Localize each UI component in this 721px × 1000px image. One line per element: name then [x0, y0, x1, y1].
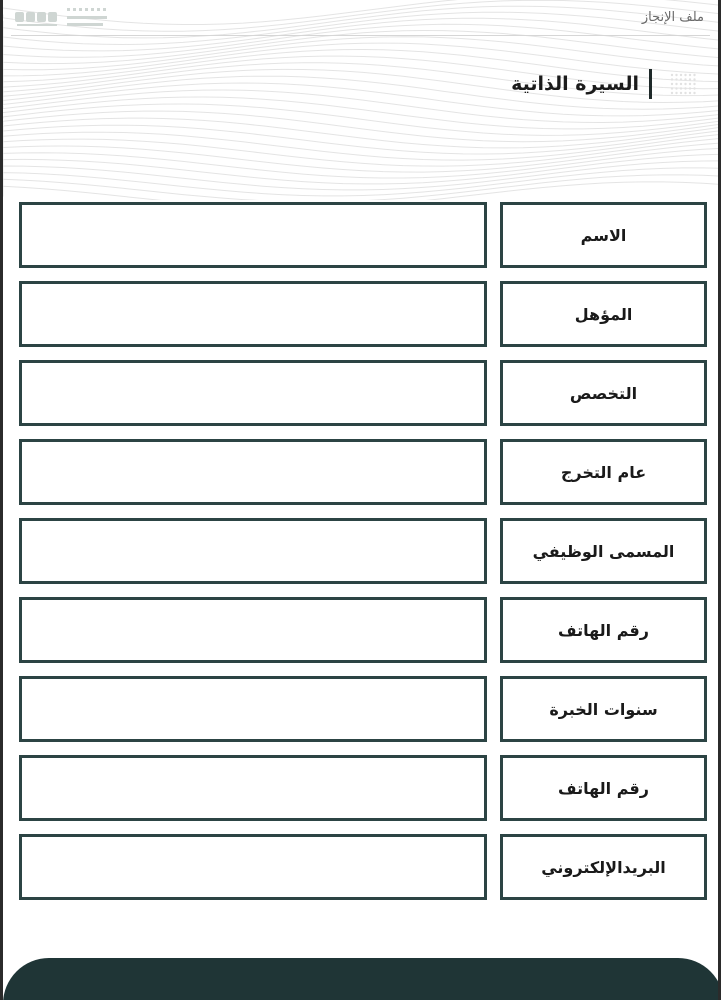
decor-dot	[675, 87, 677, 89]
title-accent-bar	[649, 69, 652, 99]
form-row-email	[19, 834, 707, 900]
decor-dot	[671, 83, 673, 85]
form-row-name	[19, 202, 707, 268]
field-label-graduation-year: عام التخرج	[500, 439, 707, 505]
wave-line	[3, 168, 721, 196]
field-value-phone-2[interactable]	[19, 755, 487, 821]
decor-dot	[680, 74, 682, 76]
field-value-phone[interactable]	[19, 597, 487, 663]
decor-dot	[693, 83, 695, 85]
field-label-phone: رقم الهاتف	[500, 597, 707, 663]
decor-dot	[693, 92, 695, 94]
form-row-graduation-year	[19, 439, 707, 505]
decor-dot	[693, 78, 695, 80]
wave-line	[3, 97, 721, 129]
form-row-specialization	[19, 360, 707, 426]
decor-dot	[675, 92, 677, 94]
form-row-phone	[19, 597, 707, 663]
footer-band	[3, 958, 721, 1000]
wave-line	[3, 182, 721, 200]
decor-dot	[671, 92, 673, 94]
field-label-job-title: المسمى الوظيفي	[500, 518, 707, 584]
decor-dot	[675, 83, 677, 85]
decor-dot	[689, 92, 691, 94]
decor-dot	[675, 78, 677, 80]
file-label: ملف الإنجاز	[641, 10, 704, 25]
decor-dot	[675, 74, 677, 76]
field-label-qualification: المؤهل	[500, 281, 707, 347]
section-heading	[511, 68, 652, 100]
field-value-experience-years[interactable]	[19, 676, 487, 742]
field-label-email: البريدالإلكتروني	[500, 834, 707, 900]
decor-dot	[680, 87, 682, 89]
field-label-experience-years: سنوات الخبرة	[500, 676, 707, 742]
wave-line	[3, 161, 721, 190]
decor-dot	[689, 74, 691, 76]
form-row-experience-years	[19, 676, 707, 742]
vision-2030-logo	[13, 4, 123, 34]
decor-dot	[680, 92, 682, 94]
decor-dot	[671, 74, 673, 76]
field-label-name: الاسم	[500, 202, 707, 268]
field-value-job-title[interactable]	[19, 518, 487, 584]
section-title: السيرة الذاتية	[511, 73, 639, 95]
decor-dot	[689, 83, 691, 85]
decor-dot	[684, 83, 686, 85]
field-value-specialization[interactable]	[19, 360, 487, 426]
dots-decoration	[669, 72, 697, 96]
decor-dot	[684, 87, 686, 89]
decor-dot	[684, 92, 686, 94]
decor-dot	[689, 87, 691, 89]
header-divider	[11, 35, 710, 36]
form-row-job-title	[19, 518, 707, 584]
decor-dot	[693, 87, 695, 89]
field-value-qualification[interactable]	[19, 281, 487, 347]
decor-dot	[671, 87, 673, 89]
field-value-graduation-year[interactable]	[19, 439, 487, 505]
field-value-name[interactable]	[19, 202, 487, 268]
decor-dot	[671, 78, 673, 80]
field-label-specialization: التخصص	[500, 360, 707, 426]
decor-dot	[680, 83, 682, 85]
field-value-email[interactable]	[19, 834, 487, 900]
field-label-phone-2: رقم الهاتف	[500, 755, 707, 821]
decor-dot	[693, 74, 695, 76]
decor-dot	[680, 78, 682, 80]
form-row-phone-2	[19, 755, 707, 821]
wave-line	[3, 132, 721, 160]
form-row-qualification	[19, 281, 707, 347]
decor-dot	[684, 78, 686, 80]
decor-dot	[684, 74, 686, 76]
cv-form	[19, 202, 707, 913]
decor-dot	[689, 78, 691, 80]
